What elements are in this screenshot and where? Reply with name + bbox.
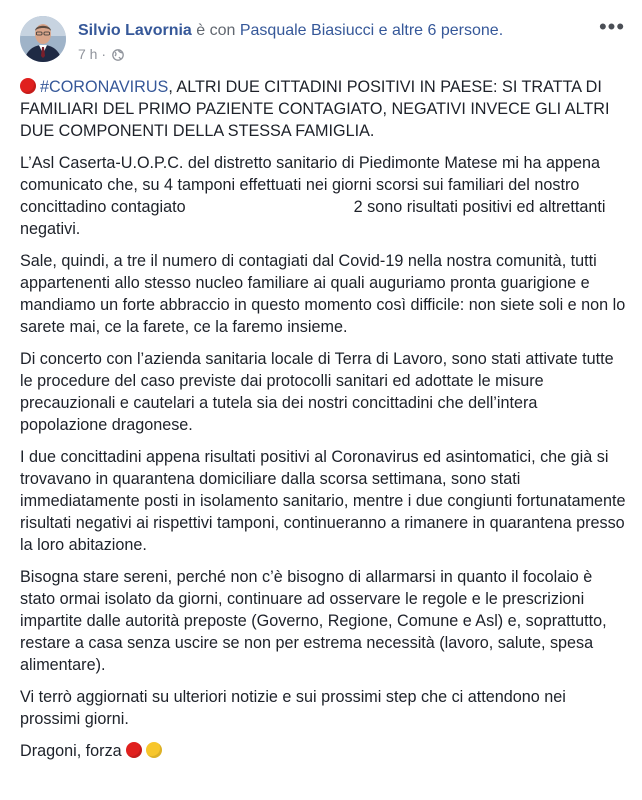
- closing-text: Dragoni, forza: [20, 742, 122, 760]
- paragraph-2: Sale, quindi, a tre il numero di contagiati dal Covid-19 nella nostra comunità, tutti appartenenti allo stesso nucleo familiare ai quali auguriamo pronta guarigione e mandiamo un forte abbraccio in questo momento così difficile: non siete soli e non lo sarete mai, ce la farete, ce la faremo insieme.: [20, 252, 626, 336]
- paragraph-5: Bisogna stare sereni, perché non c’è bisogno di allarmarsi in quanto il focolaio è stato ormai isolato da giorni, continuare ad osservare le regole e le prescrizioni impartite dalle autorità preposte (Governo, Regione, Comune e Asl) e, soprattutto, restare a casa senza uscire se non per estrema necessità (lavoro, salute, spesa alimentare).: [20, 568, 607, 674]
- hashtag-link[interactable]: #CORONAVIRUS: [40, 78, 169, 96]
- tagged-person-link[interactable]: Pasquale Biasiucci: [239, 22, 375, 39]
- headline-text: , ALTRI DUE CITTADINI POSITIVI IN PAESE: SI TRATTA DI FAMILIARI DEL PRIMO PAZIENTE CONTAGIATO, NEGATIVI INVECE GLI ALTRI DUE COMPONENTI DELLA STESSA FAMIGLIA.: [20, 78, 610, 140]
- post-meta: [78, 46, 124, 62]
- red-circle-emoji-icon: [126, 742, 142, 758]
- paragraph-1-text-b: 2 sono risultati positivi ed altrettanti negativi.: [20, 198, 606, 238]
- avatar[interactable]: [20, 16, 66, 62]
- paragraph-6: Vi terrò aggiornati su ulteriori notizie e sui prossimi step che ci attendono nei prossimi giorni.: [20, 688, 566, 728]
- paragraph-1-text-a: L’Asl Caserta-U.O.P.C. del distretto sanitario di Piedimonte Matese mi ha appena comunicato che, su 4 tamponi effettuati nei giorni scorsi sui familiari del nostro concittadino contagiato: [20, 154, 601, 216]
- paragraph-3: Di concerto con l’azienda sanitaria locale di Terra di Lavoro, sono stati attivate tutte le procedure del caso previste dai protocolli sanitari ed adottate le misure precauzionali e cautelari a tutela sia dei nostri concittadini che dell’intera popolazione dragonese.: [20, 350, 614, 434]
- more-options-icon[interactable]: •••: [598, 14, 626, 39]
- paragraph-7: [20, 740, 626, 762]
- avatar-image: [20, 16, 66, 62]
- paragraph-1: [20, 152, 626, 240]
- red-circle-emoji-icon: [20, 78, 36, 94]
- post-body: [20, 76, 626, 772]
- others-link[interactable]: e altre 6 persone.: [378, 22, 504, 39]
- post-time-link[interactable]: 7 h ·: [78, 46, 107, 62]
- author-line: [78, 22, 503, 40]
- globe-icon[interactable]: [112, 48, 124, 60]
- post-headline: [20, 76, 626, 142]
- post-header: [20, 16, 626, 72]
- with-word: è con: [196, 22, 236, 39]
- paragraph-4: I due concittadini appena risultati positivi al Coronavirus ed asintomatici, che già si trovavano in quarantena domiciliare dalla scorsa settimana, sono stati immediatamente posti in isolamento sanitario, mentre i due congiunti fortunatamente risultati negativi ai rispettivi tamponi, continueranno a rimanere in quarantena presso la loro abitazione.: [20, 448, 626, 554]
- author-name-link[interactable]: Silvio Lavornia: [78, 22, 192, 39]
- yellow-circle-emoji-icon: [146, 742, 162, 758]
